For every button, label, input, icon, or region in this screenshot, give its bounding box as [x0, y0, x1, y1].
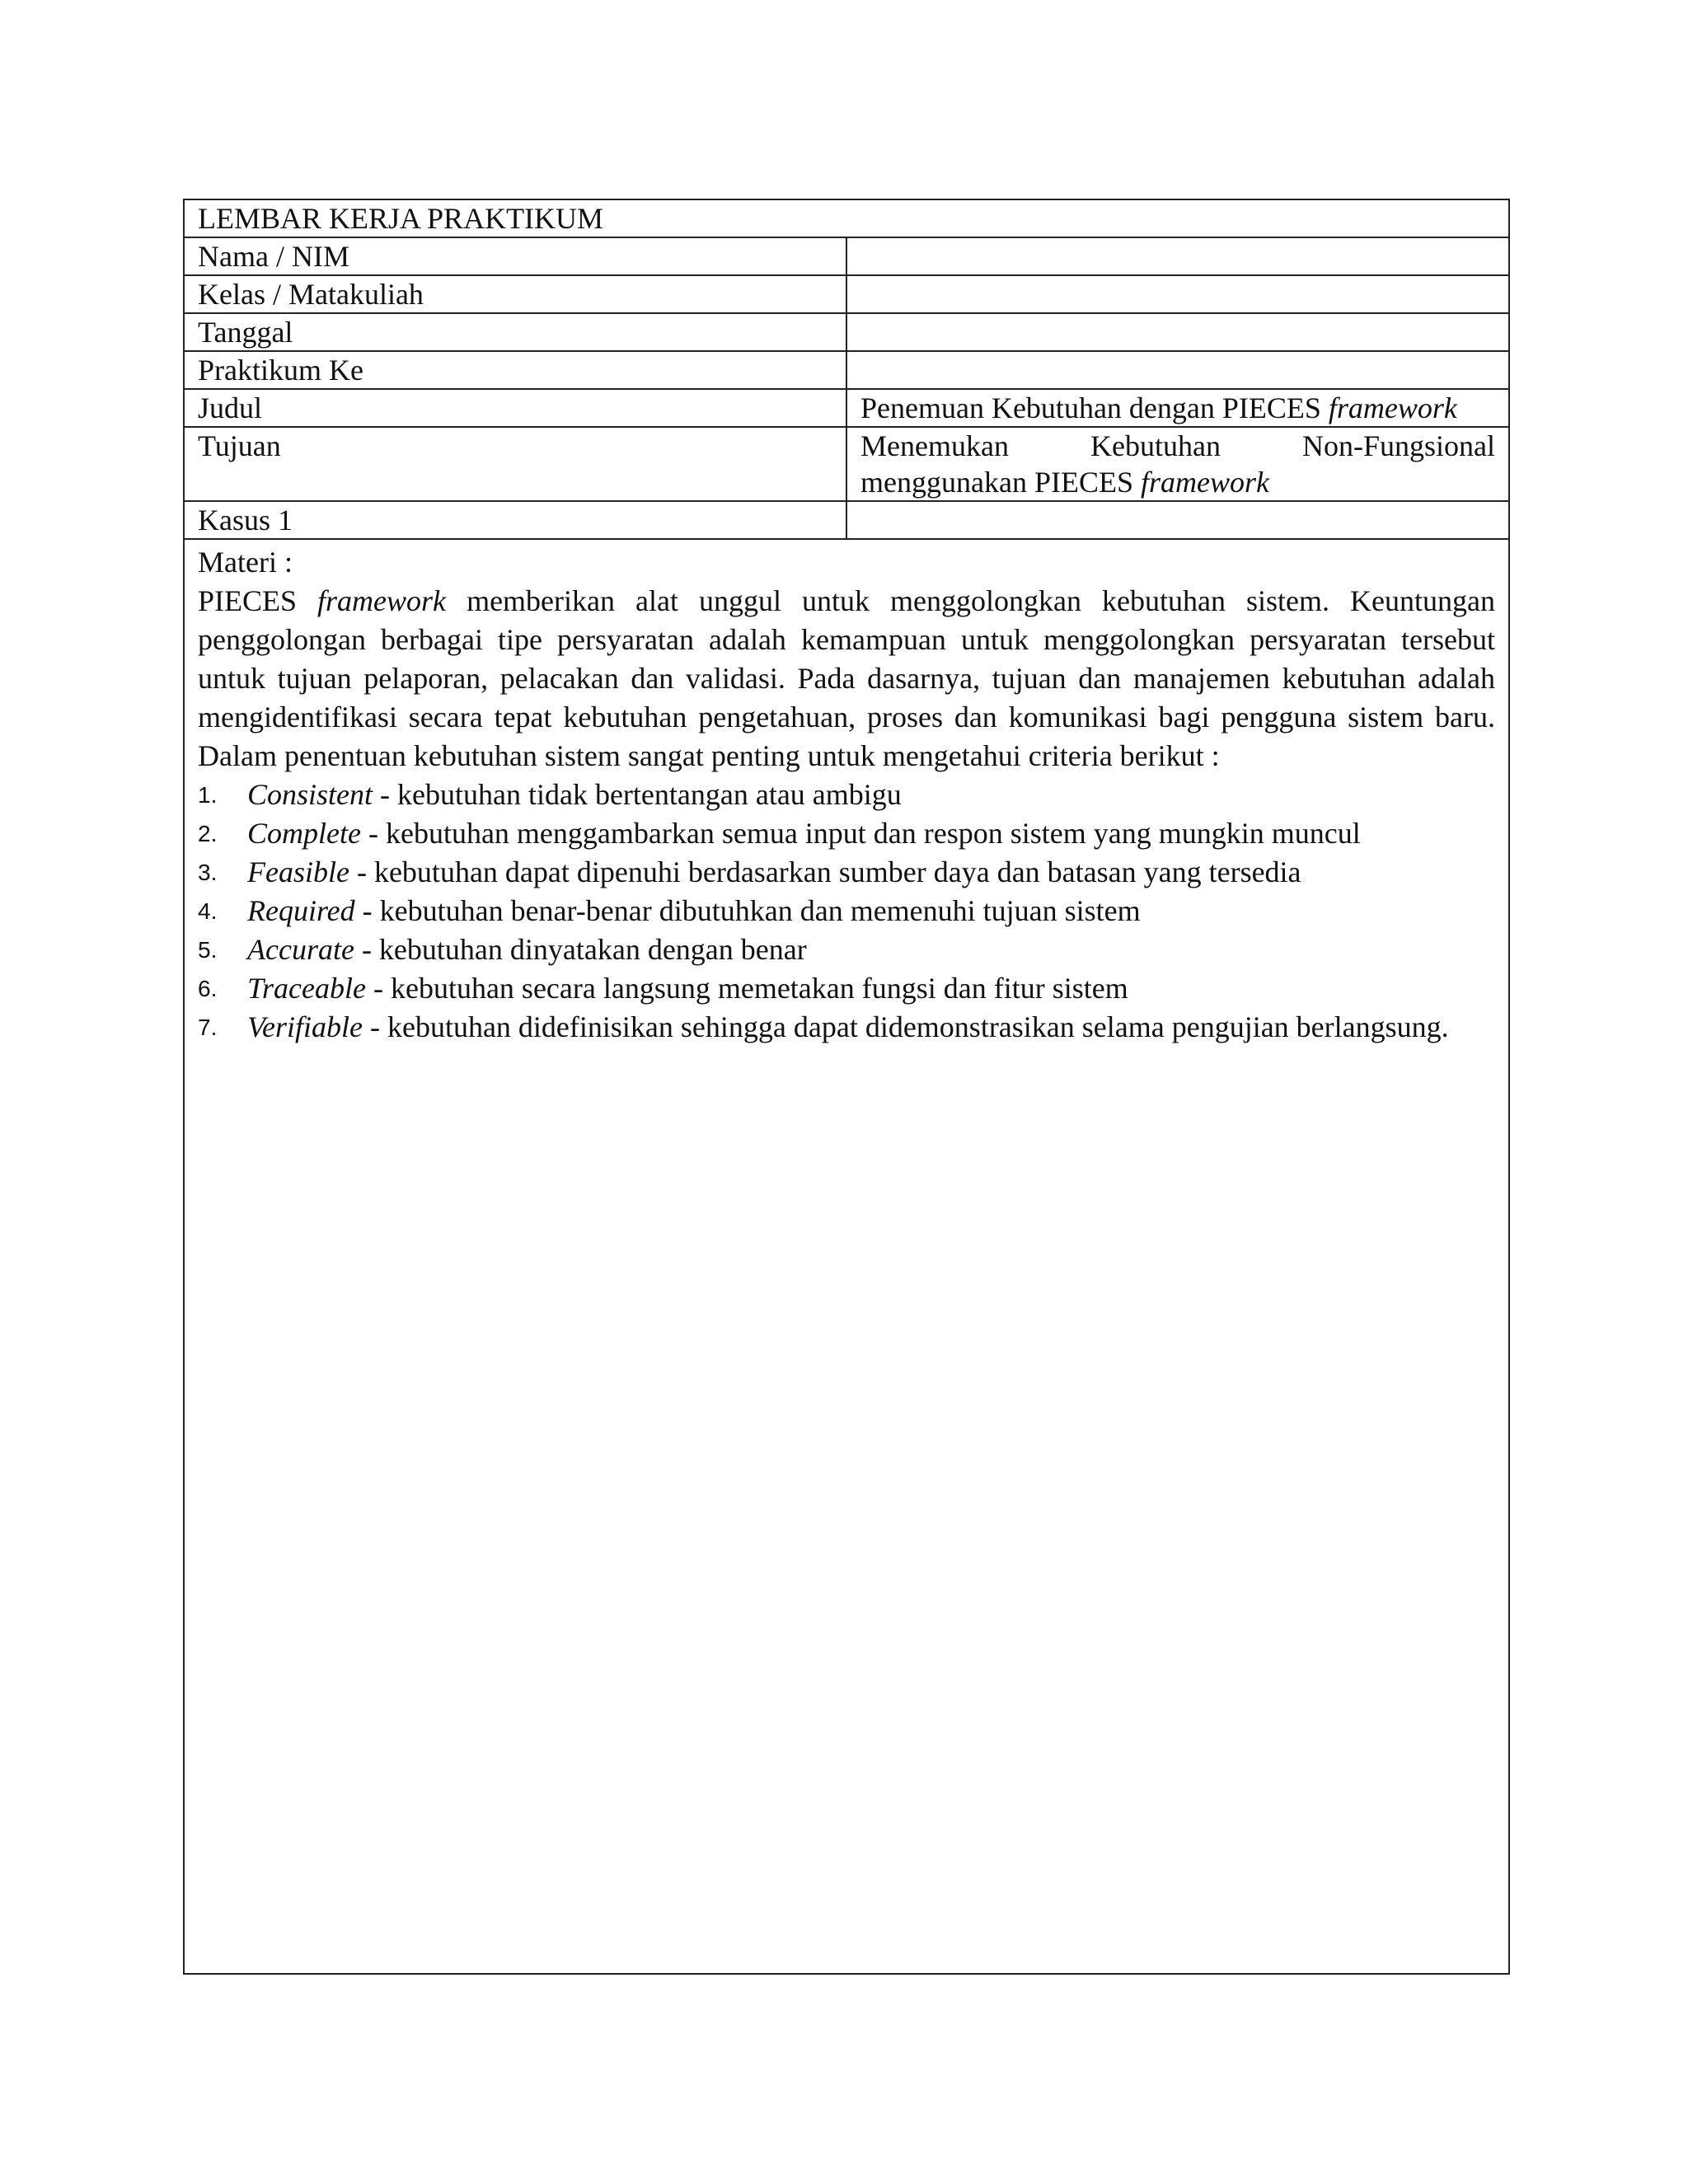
- list-item: [198, 892, 1495, 930]
- item-desc: - kebutuhan benar-benar dibutuhkan dan memenuhi tujuan sistem: [354, 894, 1141, 927]
- item-term: Complete: [247, 817, 361, 850]
- judul-value: [846, 389, 1508, 427]
- praktikum-ke-field[interactable]: [846, 351, 1508, 389]
- item-number: 2.: [198, 821, 218, 846]
- item-desc: - kebutuhan tidak bertentangan atau ambigu: [373, 778, 902, 811]
- worksheet-table: [185, 200, 1508, 540]
- field-label: Tanggal: [185, 313, 846, 351]
- list-item: [198, 776, 1495, 814]
- item-term: Traceable: [247, 972, 366, 1005]
- list-item: [198, 969, 1495, 1008]
- item-number: 3.: [198, 860, 218, 885]
- item-desc: - kebutuhan menggambarkan semua input dan respon sistem yang mungkin muncul: [360, 817, 1361, 850]
- judul-text: Penemuan Kebutuhan dengan PIECES: [860, 391, 1329, 424]
- field-label: Kasus 1: [185, 501, 846, 539]
- item-desc: - kebutuhan secara langsung memetakan fungsi dan fitur sistem: [365, 972, 1128, 1005]
- intro-first: PIECES: [198, 584, 318, 617]
- item-term: Verifiable: [247, 1010, 363, 1043]
- item-term: Accurate: [247, 933, 354, 966]
- criteria-list: [198, 776, 1495, 1047]
- item-desc: - kebutuhan didefinisikan sehingga dapat didemonstrasikan selama pengujian berlangsung.: [362, 1010, 1449, 1043]
- kasus-field[interactable]: [846, 501, 1508, 539]
- field-label: Kelas / Matakuliah: [185, 275, 846, 313]
- list-item: [198, 1008, 1495, 1047]
- materi-intro: [198, 582, 1495, 776]
- intro-italic: framework: [317, 584, 447, 617]
- tujuan-text: Menemukan Kebutuhan Non-Fungsional menggunakan PIECES: [860, 429, 1495, 499]
- field-label: Praktikum Ke: [185, 351, 846, 389]
- list-item: [198, 853, 1495, 892]
- item-term: Consistent: [247, 778, 373, 811]
- item-number: 4.: [198, 898, 218, 924]
- table-row: [185, 237, 1508, 275]
- field-label: Judul: [185, 389, 846, 427]
- intro-rest: memberikan alat unggul untuk menggolongkan kebutuhan sistem. Keuntungan penggolongan berbagai tipe persyaratan adalah kemampuan untuk menggolongkan persyaratan tersebut untuk tujuan pelaporan, pelacakan dan validasi. Pada dasarnya, tujuan dan manajemen kebutuhan adalah mengidentifikasi secara tepat kebutuhan pengetahuan, proses dan komunikasi bagi pengguna sistem baru. Dalam penentuan kebutuhan sistem sangat penting untuk mengetahui criteria berikut :: [198, 584, 1495, 772]
- item-desc: - kebutuhan dinyatakan dengan benar: [354, 933, 807, 966]
- title-row: [185, 200, 1508, 237]
- table-row: [185, 501, 1508, 539]
- worksheet-frame: [183, 199, 1510, 1975]
- item-term: Required: [247, 894, 355, 927]
- item-number: 1.: [198, 782, 218, 808]
- table-row: [185, 389, 1508, 427]
- kelas-matakuliah-field[interactable]: [846, 275, 1508, 313]
- tujuan-value: [846, 427, 1508, 501]
- list-item: [198, 814, 1495, 853]
- field-label: Tujuan: [185, 427, 846, 501]
- materi-heading: Materi :: [198, 546, 293, 579]
- table-row: [185, 313, 1508, 351]
- tujuan-italic: framework: [1140, 466, 1269, 499]
- item-desc: - kebutuhan dapat dipenuhi berdasarkan sumber daya dan batasan yang tersedia: [349, 855, 1301, 888]
- nama-nim-field[interactable]: [846, 237, 1508, 275]
- item-term: Feasible: [247, 855, 349, 888]
- worksheet-title: LEMBAR KERJA PRAKTIKUM: [185, 200, 1508, 237]
- table-row: [185, 427, 1508, 501]
- item-number: 7.: [198, 1015, 218, 1040]
- tanggal-field[interactable]: [846, 313, 1508, 351]
- table-row: [185, 275, 1508, 313]
- item-number: 5.: [198, 937, 218, 963]
- field-label: Nama / NIM: [185, 237, 846, 275]
- item-number: 6.: [198, 976, 218, 1001]
- table-row: [185, 351, 1508, 389]
- judul-italic: framework: [1328, 391, 1457, 424]
- list-item: [198, 930, 1495, 969]
- materi-section: [185, 540, 1508, 1047]
